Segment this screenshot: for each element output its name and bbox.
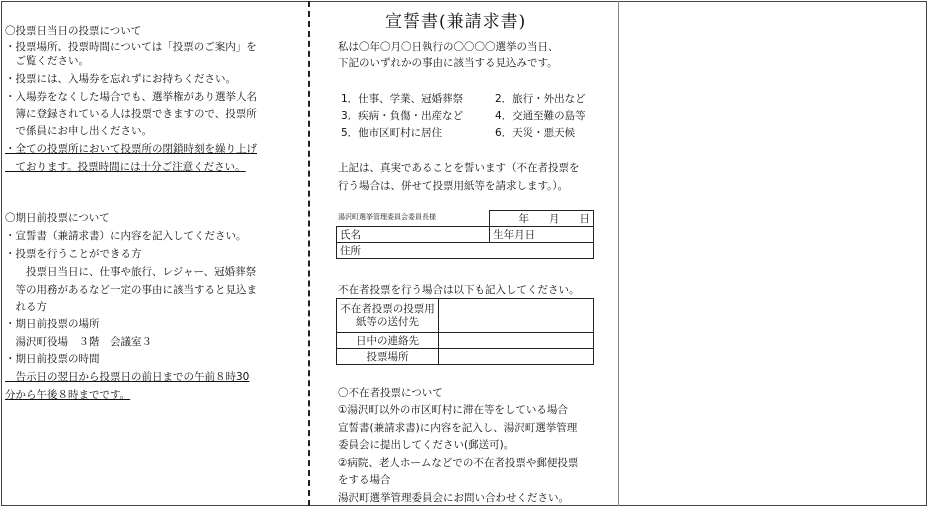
absentee-line: ②病院、老人ホームなどでの不在者投票や郵便投票 <box>338 457 579 469</box>
reason-item: 1．仕事、学業、冠婚葬祭 <box>341 93 464 105</box>
voting-place-field[interactable] <box>439 349 594 365</box>
send-to-label: 不在者投票の投票用 <box>340 302 435 315</box>
early-voting-time: 分から午後８時までです。 <box>5 389 131 401</box>
early-voting-line: ・宣誓書（兼請求書）に内容を記入してください。 <box>5 230 247 242</box>
reason-item: 4．交通至難の島等 <box>495 110 586 122</box>
form-title: 宣誓書(兼請求書) <box>385 12 527 32</box>
voter-info-table <box>336 210 594 259</box>
year-label: 年 <box>518 213 529 225</box>
birthdate-label: 生年月日 <box>493 229 536 241</box>
early-voting-line: ・期日前投票の時間 <box>5 353 100 365</box>
election-day-line: で係員にお申し出ください。 <box>5 125 152 137</box>
early-voting-line: ・期日前投票の場所 <box>5 318 100 330</box>
closing-time-note: ております。投票時間には十分ご注意ください。 <box>5 161 246 173</box>
birthdate-field[interactable] <box>490 227 594 243</box>
intro-line: 下記のいずれかの事由に該当する見込みです。 <box>338 57 558 69</box>
absentee-line: 宣誓書(兼請求書)に内容を記入し、湯沢町選挙管理 <box>338 422 578 434</box>
addressee: 湯沢町選挙管理委員会委員長様 <box>338 213 436 221</box>
reason-item: 6．天災・悪天候 <box>495 127 576 139</box>
voting-place-label: 投票場所 <box>366 351 409 363</box>
early-voting-line: ・投票を行うことができる方 <box>5 248 142 260</box>
declaration-line: 行う場合は、併せて投票用紙等を請求します。）。 <box>338 180 569 192</box>
early-voting-line: 投票日当日に、仕事や旅行、レジャー、冠婚葬祭 <box>5 266 257 278</box>
election-day-line: ご覧ください。 <box>5 55 89 67</box>
day-label: 日 <box>579 213 590 225</box>
name-field[interactable] <box>337 227 490 243</box>
reason-item: 5．他市区町村に居住 <box>341 127 443 139</box>
absentee-heading: 〇不在者投票について <box>338 387 443 399</box>
voting-place-label-cell <box>337 349 439 365</box>
name-label: 氏名 <box>340 229 361 241</box>
month-label: 月 <box>548 213 560 225</box>
daytime-contact-field[interactable] <box>439 333 594 349</box>
reason-item: 2．旅行・外出など <box>495 93 586 105</box>
daytime-contact-label: 日中の連絡先 <box>356 335 419 347</box>
intro-line: 私は〇年〇月〇日執行の〇〇〇〇選挙の当日、 <box>338 41 559 53</box>
early-voting-time: 告示日の翌日から投票日の前日までの午前８時30 <box>5 371 250 383</box>
absentee-line: 湯沢町選挙管理委員会にお問い合わせください。 <box>338 492 569 504</box>
absentee-line: をする場合 <box>338 474 391 486</box>
closing-time-note: ・全ての投票所において投票所の閉鎖時刻を繰り上げ <box>5 143 257 155</box>
reason-item: 3．疾病・負傷・出産など <box>341 110 464 122</box>
cut-line <box>308 1 310 506</box>
absentee-line: 委員会に提出してください(郵送可)。 <box>338 439 515 451</box>
election-day-line: ・入場券をなくした場合でも、選挙権があり選挙人名 <box>5 91 257 103</box>
election-day-line: ・投票場所、投票時間については「投票のご案内」を <box>5 41 257 53</box>
election-day-heading: 〇投票日当日の投票について <box>5 25 142 37</box>
absentee-line: ①湯沢町以外の市区町村に滞在等をしている場合 <box>338 404 568 416</box>
declaration-line: 上記は、真実であることを誓います（不在者投票を <box>338 162 580 174</box>
send-to-field[interactable] <box>439 299 594 333</box>
absentee-instruction: 不在者投票を行う場合は以下も記入してください。 <box>338 284 580 296</box>
address-label: 住所 <box>340 245 361 257</box>
send-to-label-cell <box>337 299 439 333</box>
election-day-line: ・投票には、入場券を忘れずにお持ちください。 <box>5 73 236 85</box>
early-voting-line: れる方 <box>5 301 47 313</box>
election-day-line: 簿に登録されている人は投票できますので、投票所 <box>5 108 257 120</box>
early-voting-heading: 〇期日前投票について <box>5 212 110 224</box>
daytime-contact-label-cell <box>337 333 439 349</box>
absentee-table <box>336 298 594 365</box>
early-voting-line: 等の用務があるなど一定の事由に該当すると見込ま <box>5 284 257 296</box>
send-to-label: 紙等の送付先 <box>356 315 419 328</box>
address-field[interactable] <box>337 243 594 259</box>
early-voting-line: 湯沢町役場 ３階 会議室３ <box>5 336 152 348</box>
date-cell[interactable] <box>490 211 594 227</box>
column-divider <box>618 1 619 506</box>
